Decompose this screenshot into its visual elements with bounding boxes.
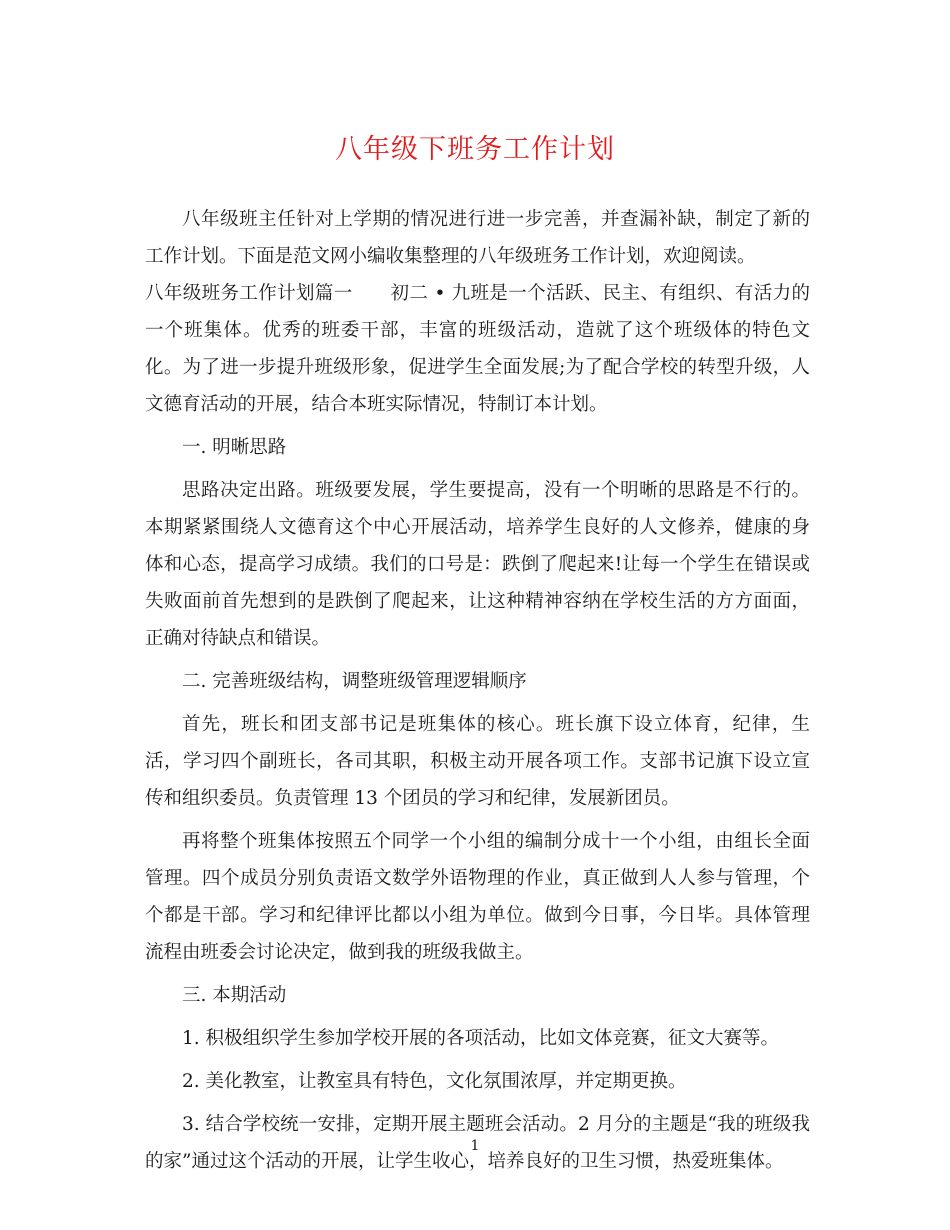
paragraph-groups: 再将整个班集体按照五个同学一个小组的编制分成十一个小组，由组长全面管理。四个成员分别负责语文数学外语物理的作业，真正做到人人参与管理，个个都是干部。学习和纪律评比都以小组为单位。做到今日事，今日毕。具体管理流程由班委会讨论决定，做到我的班级我做主。 [145,831,810,963]
page-number: 1 [470,1138,480,1154]
heading-1: 一. 明晰思路 [182,437,287,458]
list-item-3: 3. 结合学校统一安排，定期开展主题班会活动。2 月分的主题是“我的班级我的家”通过这个活动的开展，让学生收心，培养良好的卫生习惯，热爱班集体。 [145,1114,810,1172]
list-item-2: 2. 美化教室，让教室具有特色，文化氛围浓厚，并定期更换。 [182,1071,687,1092]
document-title: 八年级下班务工作计划 [335,134,615,165]
heading-3: 三. 本期活动 [182,985,287,1006]
section-intro-paragraph: 八年级班务工作计划篇一 初二 • 九班是一个活跃、民主、有组织、有活力的一个班集体。优秀的班委干部，丰富的班级活动，造就了这个班级体的特色文化。为了进一步提升班级形象，促进学生全面发展;为了配合学校的转型升级，人文德育活动的开展，结合本班实际情况，特制订本计划。 [145,283,810,415]
document-body [145,201,810,1180]
paragraph-thinking: 思路决定出路。班级要发展，学生要提高，没有一个明晰的思路是不行的。本期紧紧围绕人文德育这个中心开展活动，培养学生良好的人文修养，健康的身体和心态，提高学习成绩。我们的口号是：跌倒了爬起来!让每一个学生在错误或失败面前首先想到的是跌倒了爬起来，让这种精神容纳在学校生活的方方面面，正确对待缺点和错误。 [145,480,811,649]
paragraph-structure: 首先，班长和团支部书记是班集体的核心。班长旗下设立体育，纪律，生活，学习四个副班长，各司其职，积极主动开展各项工作。支部书记旗下设立宣传和组织委员。负责管理 13 个团员的学习和纪律，发展新团员。 [145,714,810,809]
list-item-1: 1. 积极组织学生参加学校开展的各项活动，比如文体竞赛，征文大赛等。 [182,1028,780,1049]
heading-2: 二. 完善班级结构，调整班级管理逻辑顺序 [182,671,527,692]
intro-paragraph: 八年级班主任针对上学期的情况进行进一步完善，并查漏补缺，制定了新的工作计划。下面是范文网小编收集整理的八年级班务工作计划，欢迎阅读。 [145,209,810,267]
